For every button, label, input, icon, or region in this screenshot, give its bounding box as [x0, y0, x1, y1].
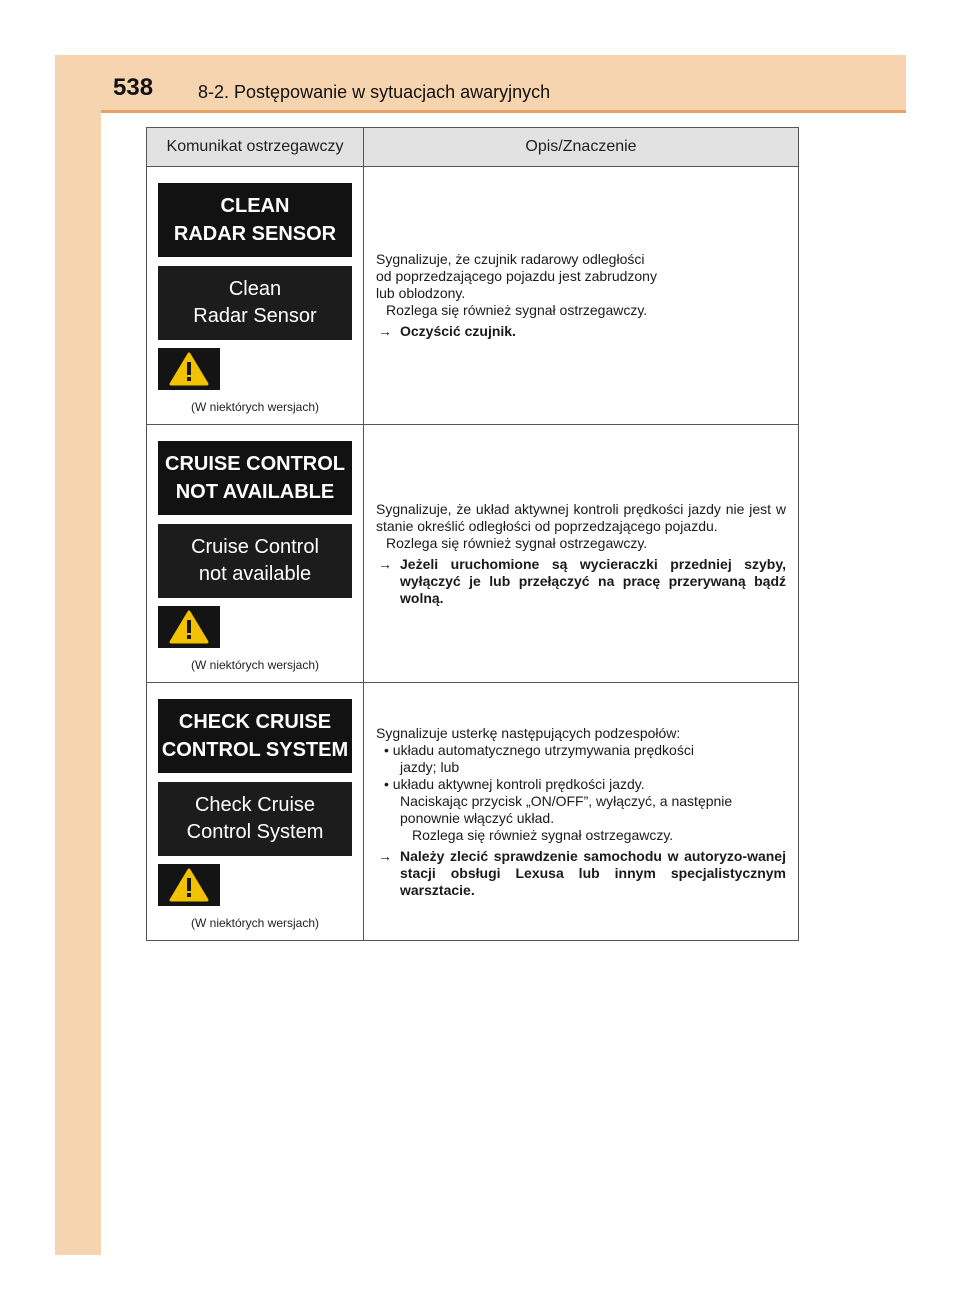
action-item	[376, 848, 786, 899]
display-message-uppercase: CLEAN RADAR SENSOR	[158, 183, 352, 257]
table-row	[147, 683, 799, 941]
table-row	[147, 425, 799, 683]
action-text: Oczyścić czujnik.	[400, 323, 516, 339]
warning-messages-table	[146, 127, 799, 941]
description-text: Sygnalizuje, że układ aktywnej kontroli prędkości jazdy nie jest w stanie określić odległości od poprzedzającego pojazdu.	[376, 500, 786, 534]
warning-indicator	[158, 348, 220, 390]
display-message-mixedcase: Clean Radar Sensor	[158, 266, 352, 340]
action-item	[376, 323, 786, 340]
warning-indicator	[158, 864, 220, 906]
display-message-uppercase: CHECK CRUISE CONTROL SYSTEM	[158, 699, 352, 773]
column-header-description: Opis/Znaczenie	[364, 128, 799, 167]
column-header-message: Komunikat ostrzegawczy	[147, 128, 364, 167]
action-text: Należy zlecić sprawdzenie samochodu w autoryzo-wanej stacji obsługi Lexusa lub innym specjalistycznym warsztacie.	[400, 847, 786, 898]
display-message-uppercase: CRUISE CONTROL NOT AVAILABLE	[158, 441, 352, 515]
description-cell	[364, 425, 799, 683]
description-intro: Sygnalizuje usterkę następujących podzespołów:	[376, 724, 681, 741]
action-text: Jeżeli uruchomione są wycieraczki przedniej szyby, wyłączyć je lub przełączyć na pracę przerywaną bądź wolną.	[400, 555, 786, 606]
display-message-mixedcase: Cruise Control not available	[158, 524, 352, 598]
buzzer-note: Rozlega się również sygnał ostrzegawczy.	[412, 826, 674, 843]
buzzer-note: Rozlega się również sygnał ostrzegawczy.	[386, 302, 648, 318]
description-line: Sygnalizuje, że czujnik radarowy odległości	[376, 251, 645, 267]
message-images-cell	[147, 683, 364, 941]
table-header-row	[147, 128, 799, 167]
message-images-cell	[147, 167, 364, 425]
arrow-icon: →	[378, 323, 392, 339]
arrow-icon: →	[378, 555, 392, 572]
side-band	[55, 55, 101, 1255]
version-note: (W niektórych wersjach)	[190, 658, 320, 672]
description-cell	[364, 167, 799, 425]
message-images-cell	[147, 425, 364, 683]
action-item	[376, 556, 786, 607]
description-line: od poprzedzającego pojazdu jest zabrudzony	[376, 268, 657, 284]
warning-indicator	[158, 606, 220, 648]
bullet-item: • układu automatycznego utrzymywania prędkości	[384, 741, 694, 758]
warning-triangle-icon	[169, 352, 209, 386]
version-note: (W niektórych wersjach)	[190, 916, 320, 930]
description-line: lub oblodzony.	[376, 285, 466, 301]
table-row	[147, 167, 799, 425]
header-rule	[101, 110, 906, 113]
warning-triangle-icon	[169, 868, 209, 902]
bullet-item: • układu aktywnej kontroli prędkości jazdy.	[384, 775, 645, 792]
bullet-continuation: jazdy; lub	[400, 758, 460, 775]
section-title: 8-2. Postępowanie w sytuacjach awaryjnych	[198, 82, 551, 102]
version-note: (W niektórych wersjach)	[190, 400, 320, 414]
description-cell	[364, 683, 799, 941]
buzzer-note: Rozlega się również sygnał ostrzegawczy.	[386, 534, 648, 551]
display-message-mixedcase: Check Cruise Control System	[158, 782, 352, 856]
bullet-continuation: ponownie włączyć układ.	[400, 809, 555, 826]
warning-triangle-icon	[169, 610, 209, 644]
arrow-icon: →	[378, 847, 392, 864]
bullet-continuation: Naciskając przycisk „ON/OFF”, wyłączyć, a następnie	[400, 792, 733, 809]
page-number: 538	[113, 74, 154, 101]
